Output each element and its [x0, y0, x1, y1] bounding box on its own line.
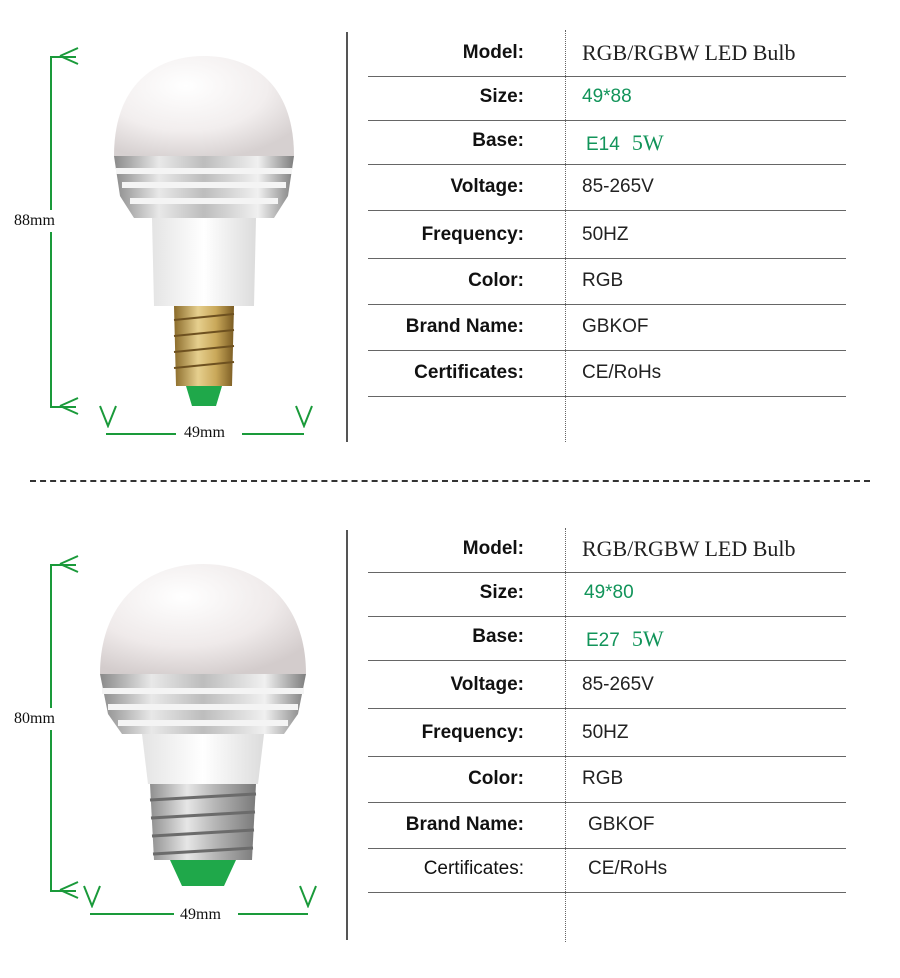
width-label: 49mm — [184, 424, 225, 441]
spec-row-base — [368, 616, 846, 661]
spec-row-model — [368, 32, 846, 77]
spec-label: Size: — [479, 86, 524, 107]
spec-label: Size: — [479, 582, 524, 603]
spec-row-size — [368, 572, 846, 617]
spec-label: Brand Name: — [405, 814, 524, 835]
arrow-top-icon — [58, 554, 80, 574]
spec-value: RGB — [582, 270, 624, 291]
width-dimension-line-left — [90, 913, 174, 915]
arrow-bottom-icon — [58, 396, 80, 416]
spec-value: GBKOF — [582, 316, 649, 337]
spec-value: RGB/RGBW LED Bulb — [582, 536, 796, 561]
spec-row-base — [368, 120, 846, 165]
width-dimension-line-right — [238, 913, 308, 915]
spec-value: 85-265V — [582, 674, 654, 695]
spec-label: Certificates: — [423, 858, 524, 879]
product-section-e27 — [0, 500, 900, 978]
spec-value: 50HZ — [582, 224, 629, 245]
spec-row-color — [368, 758, 846, 803]
led-bulb-e14-image — [104, 56, 304, 410]
spec-row-model — [368, 528, 846, 573]
spec-row-voltage — [368, 664, 846, 709]
spec-label: Certificates: — [414, 362, 524, 383]
spec-label: Base: — [472, 626, 524, 647]
spec-row-color — [368, 260, 846, 305]
spec-row-certificates — [368, 352, 846, 397]
spec-value — [586, 626, 664, 652]
spec-value — [586, 130, 664, 156]
spec-label: Frequency: — [421, 722, 524, 743]
spec-value: RGB/RGBW LED Bulb — [582, 40, 796, 65]
spec-row-brand — [368, 804, 846, 849]
spec-label: Color: — [468, 768, 524, 789]
height-label: 80mm — [14, 708, 55, 730]
wattage: 5W — [631, 626, 664, 651]
spec-value: 49*88 — [582, 86, 632, 107]
spec-row-certificates — [368, 848, 846, 893]
spec-row-frequency — [368, 214, 846, 259]
spec-label: Voltage: — [450, 674, 524, 695]
spec-row-brand — [368, 306, 846, 351]
spec-value: CE/RoHs — [588, 858, 668, 879]
width-dimension-line-right — [242, 433, 304, 435]
width-label: 49mm — [180, 906, 221, 923]
arrow-bottom-icon — [58, 880, 80, 900]
spec-label: Frequency: — [421, 224, 524, 245]
spec-label: Base: — [472, 130, 524, 151]
spec-value: CE/RoHs — [582, 362, 662, 383]
vertical-divider — [346, 530, 348, 940]
spec-value: RGB — [582, 768, 624, 789]
spec-value: 49*80 — [584, 582, 634, 603]
led-bulb-e27-image — [98, 564, 308, 894]
spec-value: 85-265V — [582, 176, 654, 197]
base-type: E14 — [586, 134, 620, 155]
spec-value: 50HZ — [582, 722, 629, 743]
spec-label: Voltage: — [450, 176, 524, 197]
spec-row-frequency — [368, 712, 846, 757]
section-divider — [30, 480, 870, 482]
base-type: E27 — [586, 630, 620, 651]
product-section-e14 — [0, 0, 900, 470]
spec-label: Color: — [468, 270, 524, 291]
height-label: 88mm — [14, 210, 55, 232]
wattage: 5W — [631, 130, 664, 155]
spec-row-size — [368, 76, 846, 121]
spec-label: Model: — [462, 538, 524, 559]
spec-value: GBKOF — [588, 814, 655, 835]
spec-row-voltage — [368, 166, 846, 211]
width-dimension-line-left — [106, 433, 176, 435]
arrow-top-icon — [58, 46, 80, 66]
spec-label: Brand Name: — [405, 316, 524, 337]
spec-label: Model: — [462, 42, 524, 63]
vertical-divider — [346, 32, 348, 442]
